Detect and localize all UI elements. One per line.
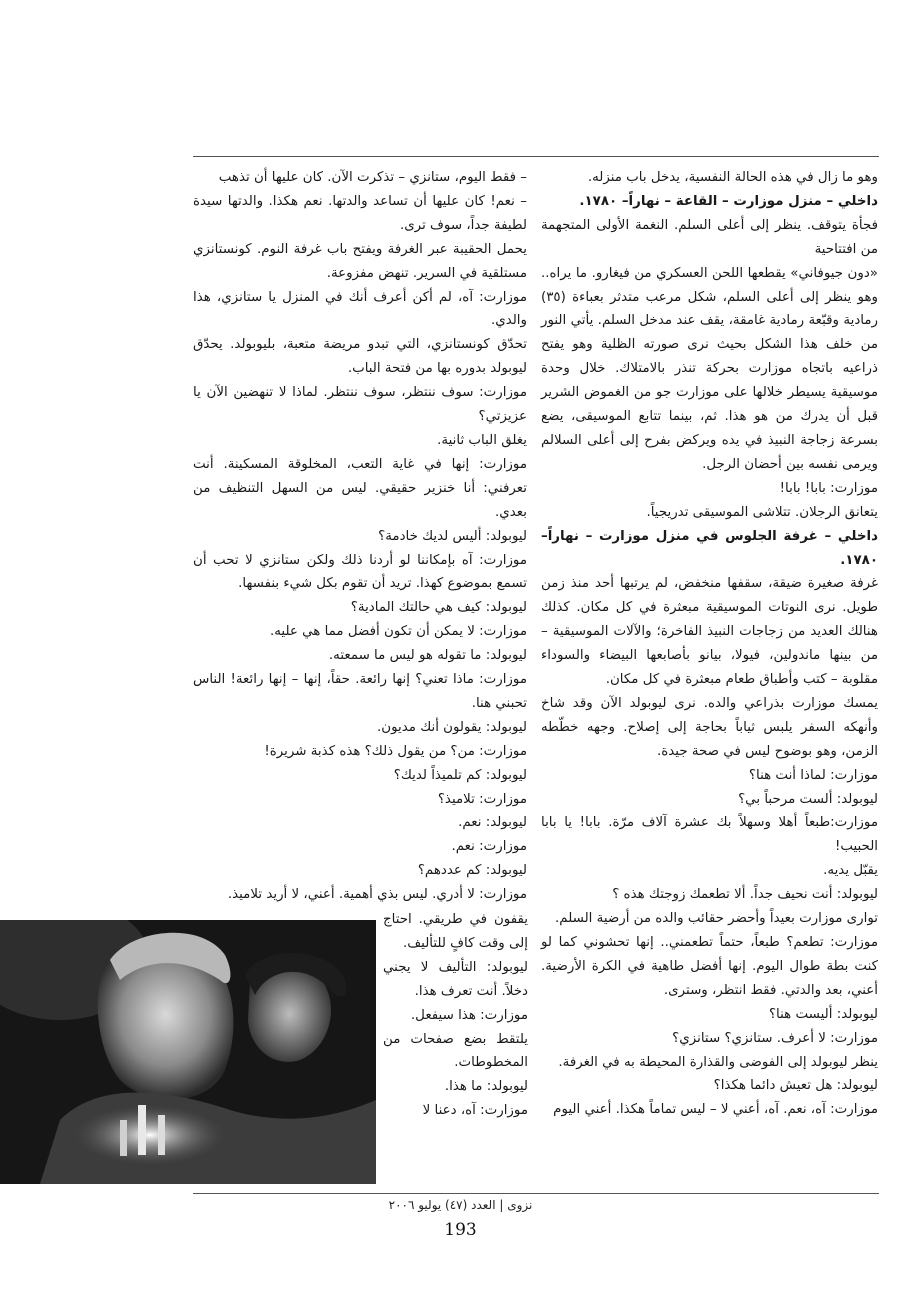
dialogue-line: موزارت: آه، دعنا لا — [422, 1103, 528, 1119]
dialogue-line: ليوبولد: التأليف لا يجني دخلاً. أنت تعرف هذا. — [383, 959, 528, 999]
page-number: 193 — [444, 1220, 477, 1240]
dialogue-line: موزارت: تطعم؟ طبعاً، حتماً تطعمني.. إنها تحشوني كما لو كنت بطة طوال اليوم. إنها أفضل طاهية في الكرة الأرضية. أعني، بعد والدتي. فقط انتظر، وسترى. — [541, 935, 878, 998]
dialogue-line: موزارت: بابا! بابا! — [779, 480, 878, 496]
dialogue-line: موزارت: ماذا تعني؟ إنها رائعة. حقاً، إنها – إنها رائعة! الناس تحبني هنا. — [193, 672, 527, 711]
paragraph: فجأة يتوقف. ينظر إلى أعلى السلم. النغمة الأولى المتجهمة من افتتاحية — [541, 217, 878, 257]
scene-heading: داخلي – منزل موزارت – القاعة – نهاراً– ١٧٨٠. — [579, 193, 878, 209]
bottom-rule — [193, 1193, 879, 1194]
dialogue-line: موزارت: آه، نعم. آه، أعني لا – ليس تماماً هكذا. أعني اليوم — [553, 1102, 878, 1118]
dialogue-line: موزارت: لا أدري. ليس بذي أهمية. أعني، لا أريد تلاميذ. — [227, 887, 527, 903]
dialogue-line: ليوبولد: ما هذا. — [444, 1079, 528, 1095]
paragraph: يقبّل يديه. — [823, 863, 878, 879]
dialogue-line: موزارت: آه بإمكاننا لو أردنا ذلك ولكن ستانزي لا تحب أن تسمع بموضوع كهذا. تريد أن تقوم بكل شيء بنفسها. — [193, 552, 527, 592]
dialogue-line: ليوبولد: كم عددهم؟ — [417, 863, 527, 879]
dialogue-line: ليوبولد: ألست مرحباً بي؟ — [738, 791, 878, 807]
dialogue-line: موزارت: هذا سيفعل. — [410, 1007, 528, 1023]
left-text-column — [193, 166, 527, 907]
dialogue-line: موزارت: لا يمكن أن تكون أفضل مما هي عليه. — [269, 624, 527, 640]
dialogue-line: موزارت: تلاميذ؟ — [437, 791, 527, 807]
paragraph: غرفة صغيرة ضيقة، سقفها منخفض، لم يرتبها أحد منذ زمن طويل. نرى النوتات الموسيقية مبعثرة في كل مكان. كذلك هنالك العديد من زجاجات النبيذ الفاخرة؛ والآلات الموسيقية – من بينها ماندولين، فيولا، بيانو بأصابعها البيضاء والسوداء مقلوبة – كتب وأطباق طعام مبعثرة في كل مكان. — [541, 576, 878, 688]
dialogue-line: ليوبولد: ما تقوله هو ليس ما سمعته. — [328, 648, 527, 664]
paragraph: وهو ما زال في هذه الحالة النفسية، يدخل باب منزله. — [587, 170, 878, 185]
left-text-column-narrow — [383, 908, 528, 1123]
paragraph: توارى موزارت بعيداً وأحضر حقائب والده من أرضية السلم. — [555, 911, 878, 927]
paragraph: يمسك موزارت بذراعي والده. نرى ليوبولد الآن وقد شاخ وأنهكه السفر يلبس ثياباً بحاجة إلى إصلاح. وجهه خطّطه الزمن، وهو بوضوح ليس في صحة جيدة. — [541, 695, 878, 759]
dialogue-line: ليوبولد: يقولون أنك مديون. — [377, 719, 527, 735]
issue-info: نزوى | العدد (٤٧) يوليو ٢٠٠٦ — [388, 1198, 533, 1212]
dialogue-line: موزارت: سوف ننتظر، سوف ننتظر. لماذا لا تنهضين الآن يا عزيزتي؟ — [193, 385, 527, 425]
paragraph: يتعانق الرجلان. تتلاشى الموسيقى تدريجياً. — [646, 504, 878, 520]
paragraph: تحدّق كونستانزي، التي تبدو مريضة متعبة، بليوبولد. يحدّق ليوبولد بدوره بها من فتحة الباب. — [193, 337, 527, 377]
dialogue-line: موزارت: من؟ من يقول ذلك؟ هذه كذبة شريرة! — [264, 743, 527, 759]
dialogue-line: ليوبولد: كيف هي حالتك المادية؟ — [350, 600, 527, 616]
film-still-image — [0, 920, 376, 1184]
film-still-photo — [0, 920, 376, 1184]
dialogue-line: موزارت: لا أعرف. ستانزي؟ ستانزي؟ — [672, 1030, 878, 1046]
top-rule — [193, 156, 879, 157]
dialogue-line: ليوبولد: هل تعيش دائما هكذا؟ — [713, 1078, 878, 1094]
paragraph: ينظر ليوبولد إلى الفوضى والقذارة المحيطة به في الغرفة. — [558, 1054, 878, 1070]
dialogue-line: ليوبولد: كم تلميذاً لديك؟ — [393, 767, 527, 783]
paragraph: يغلق الباب ثانية. — [437, 432, 527, 448]
dialogue-line: موزارت: نعم. — [451, 839, 527, 855]
paragraph: «دون جيوفاني» يقطعها اللحن العسكري من فيغارو. ما يراه.. وهو ينظر إلى أعلى السلم، شكل مرعب متدثر بعباءة (٣٥) رمادية وقبّعة رمادية غامقة، يقف عند مدخل السلم. يأتي النور من خلف هذا الشكل بحيث نرى صورته الظلية وهو يفتح ذراعيه باتجاه موزارت بحركة تنذر بالامتلاك. خلال وحدة موسيقية يسيطر خلالها على موزارت جو من الغموض الشرير قبل أن يدرك من هو هذا. ثم، بينما تتابع الموسيقى، يضع بسرعة زجاجة النبيذ في يده ويركض بفرح إلى أعلى السلالم ويرمى نفسه بين أحضان الرجل. — [541, 265, 878, 472]
right-text-column — [541, 166, 878, 1122]
dialogue-line: يقفون في طريقي. احتاج إلى وقت كافٍ للتأليف. — [383, 912, 528, 951]
candle-glow — [75, 1105, 225, 1165]
dialogue-line: – فقط اليوم، ستانزي – تذكرت الآن. كان عليها أن تذهب — [218, 170, 527, 185]
dialogue-line: ليوبولد: نعم. — [458, 815, 527, 831]
dialogue-line: موزارت: إنها في غاية التعب، المخلوقة المسكينة. أنت تعرفني: أنا خنزير حقيقي. ليس من السهل التنظيف من بعدي. — [193, 456, 527, 520]
dialogue-line: ليوبولد: أنت نحيف جداً. ألا تطعمك زوجتك هذه ؟ — [612, 887, 878, 903]
dialogue-line: موزارت: آه، لم أكن أعرف أنك في المنزل يا ستانزي، هذا والدي. — [193, 289, 527, 329]
dialogue-line: ليوبولد: أليس لديك خادمة؟ — [378, 528, 527, 544]
dialogue-line: موزارت:طبعاً أهلا وسهلاً بك عشرة آلاف مرّة. بابا! يا بابا الحبيب! — [541, 815, 878, 855]
paragraph: يحمل الحقيبة عبر الغرفة ويفتح باب غرفة النوم. كونستانزي مستلقية في السرير. تنهض مفزوعة. — [193, 241, 527, 281]
paragraph: يلتقط بضع صفحات من المخطوطات. — [383, 1031, 528, 1071]
dialogue-line: موزارت: لماذا أنت هنا؟ — [748, 767, 878, 783]
scene-heading: داخلي – غرفة الجلوس في منزل موزارت – نهاراً– ١٧٨٠. — [541, 528, 878, 568]
dialogue-line: – نعم! كان عليها أن تساعد والدتها. نعم هكذا. والدتها سيدة لطيفة جداً، سوف ترى. — [193, 193, 527, 233]
dialogue-line: ليوبولد: أليست هنا؟ — [768, 1006, 878, 1022]
